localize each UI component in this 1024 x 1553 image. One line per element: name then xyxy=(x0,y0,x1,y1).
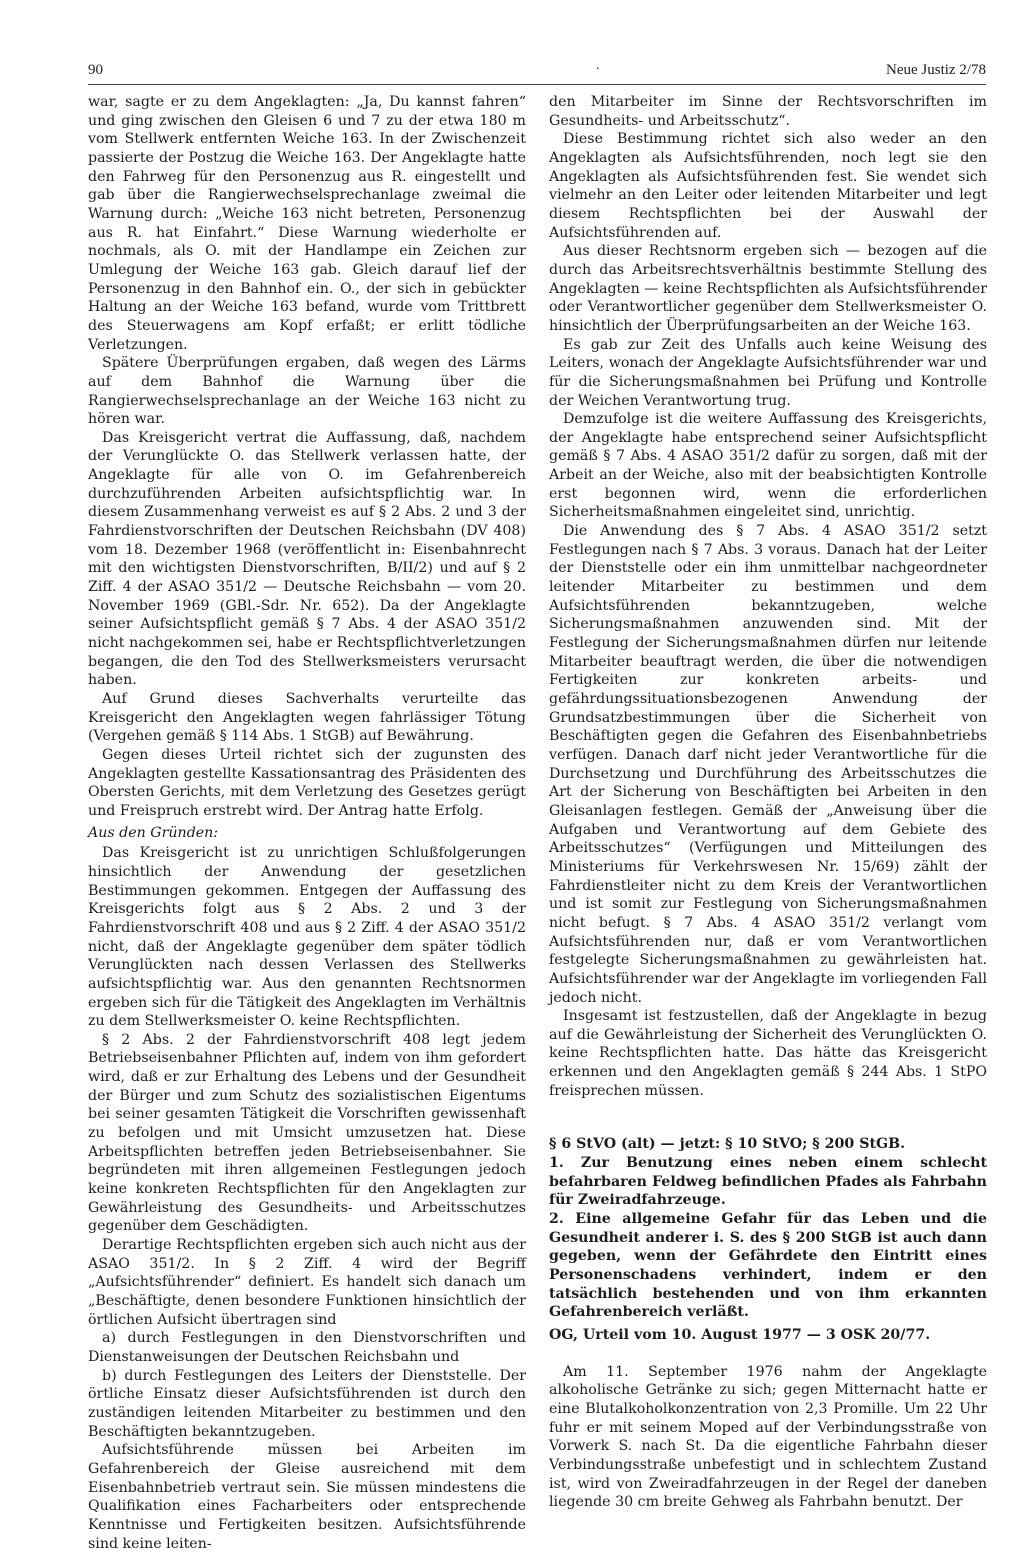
running-header xyxy=(88,58,986,85)
paragraph: Diese Bestimmung richtet sich also weder an den Angeklagten als Aufsichtsführenden, noch legt sie den Angeklagten als Aufsichtsführenden fest. Sie wendet sich vielmehr an den Leiter oder leitenden Mitarbeiter und legt diesem Rechtspflichten bei der Auswahl der Aufsichtsführenden auf. xyxy=(549,131,987,241)
paragraph: Spätere Überprüfungen ergaben, daß wegen des Lärms auf dem Bahnhof die Warnung über die Rangierwechselsprechanlage an der Weiche 163 nicht zu hören war. xyxy=(88,355,526,428)
center-mark: . xyxy=(596,58,600,73)
paragraph: Gegen dieses Urteil richtet sich der zugunsten des Angeklagten gestellte Kassationsantrag des Präsidenten des Obersten Gerichts, mit dem Verletzung des Gesetzes gerügt und Freispruch erstrebt wird. Der Antrag hatte Erfolg. xyxy=(88,746,526,819)
list-item: b) durch Festlegungen des Leiters der Dienststelle. Der örtliche Einsatz dieser Aufsichtsführenden ist durch den zuständigen leitenden Mitarbeiter zu bestimmen und den Beschäftigten bekanntzugeben. xyxy=(88,1367,526,1440)
headnote: 2. Eine allgemeine Gefahr für das Leben und die Gesundheit anderer i. S. des § 200 StGB ist auch dann gegeben, wenn der Gefährdete den Eintritt eines Personenschadens verhindert, indem er den tatsächlich bestehenden und von ihm erkannten Gefahrenbereich verläßt. xyxy=(549,1211,987,1321)
paragraph: Derartige Rechtspflichten ergeben sich auch nicht aus der ASAO 351/2. In § 2 Ziff. 4 wird der Begriff „Aufsichtsführender“ definiert. Es handelt sich danach um „Beschäftigte, denen besondere Funktionen hinsichtlich der örtlichen Aufsicht übertragen sind xyxy=(88,1237,526,1328)
journal-title: Neue Justiz 2/78 xyxy=(886,62,986,78)
paragraph: war, sagte er zu dem Angeklagten: „Ja, Du kannst fahren“ und ging zwischen den Gleisen 6 und 7 zu der etwa 180 m vom Stellwerk entfernten Weiche 163. In der Zwischenzeit passierte der Postzug die Weiche 163. Der Angeklagte hatte den Fahrweg für den Personenzug aus R. eingestellt und gab über die Rangierwechselsprechanlage zweimal die Warnung durch: „Weiche 163 nicht betreten, Personenzug aus R. hat Einfahrt.“ Diese Warnung wiederholte er nochmals, als O. mit der Handlampe ein Zeichen zur Umlegung der Weiche 163 gab. Gleich darauf lief der Personenzug in den Bahnhof ein. O., der sich in gebückter Haltung an der Weiche 163 befand, wurde vom Trittbrett des Steuerwagens am Kopf erfaßt; er erlitt tödliche Verletzungen. xyxy=(88,94,526,353)
headnote: 1. Zur Benutzung eines neben einem schlecht befahrbaren Feldweg befindlichen Pfades als Fahrbahn für Zweiradfahrzeuge. xyxy=(549,1155,987,1209)
paragraph: den Mitarbeiter im Sinne der Rechtsvorschriften im Gesundheits- und Arbeitsschutz“. xyxy=(549,94,987,129)
paragraph: Es gab zur Zeit des Unfalls auch keine Weisung des Leiters, wonach der Angeklagte Aufsichtsführender war und für die Sicherungsmaßnahmen bei Prüfung und Kontrolle der Weichen Verantwortung trug. xyxy=(549,336,987,409)
section-heading: Aus den Gründen: xyxy=(88,824,219,841)
paragraph: Am 11. September 1976 nahm der Angeklagte alkoholische Getränke zu sich; gegen Mitternacht hatte er eine Blutalkoholkonzentration von 2,3 Promille. Um 22 Uhr fuhr er mit seinem Moped auf der Verbindungsstraße von Vorwerk S. nach St. Da die eigentliche Fahrbahn dieser Verbindungsstraße unbefestigt und in schlechtem Zustand ist, wird von Zweiradfahrzeugen in der Regel der daneben liegende 30 cm breite Gehweg als Fahrbahn benutzt. Der xyxy=(549,1363,987,1511)
paragraph: Demzufolge ist die weitere Auffassung des Kreisgerichts, der Angeklagte habe entsprechend seiner Aufsichtspflicht gemäß § 7 Abs. 4 ASAO 351/2 dafür zu sorgen, daß mit der Arbeit an der Weiche, also mit der beabsichtigten Kontrolle erst begonnen wird, wenn die erforderlichen Sicherheitsmaßnahmen eingeleitet sind, unrichtig. xyxy=(549,411,987,521)
paragraph: Aus dieser Rechtsnorm ergeben sich — bezogen auf die durch das Arbeitsrechtsverhältnis bestimmte Stellung des Angeklagten — keine Rechtspflichten als Aufsichtsführender oder Verantwortlicher gegenüber dem Stellwerksmeister O. hinsichtlich der Überprüfungsarbeiten an der Weiche 163. xyxy=(549,243,988,334)
paragraph: Das Kreisgericht vertrat die Auffassung, daß, nachdem der Verunglückte O. das Stellwerk verlassen hatte, der Angeklagte für alle von O. im Gefahrenbereich durchzuführenden Arbeiten aufsichtspflichtig war. In diesem Zusammenhang verweist es auf § 2 Abs. 2 und 3 der Fahrdienstvorschriften der Deutschen Reichsbahn (DV 408) vom 18. Dezember 1968 (veröffentlicht in: Eisenbahnrecht mit den wichtigsten Dienstvorschriften, B/II/2) und auf § 2 Ziff. 4 der ASAO 351/2 — Deutsche Reichsbahn — vom 20. November 1969 (GBl.-Sdr. Nr. 652). Da der Angeklagte seiner Aufsichtspflicht gemäß § 7 Abs. 4 der ASAO 351/2 nicht nachgekommen sei, habe er Rechtspflichtverletzungen begangen, die den Tod des Stellwerksmeisters verursacht haben. xyxy=(88,429,526,689)
paragraph: Das Kreisgericht ist zu unrichtigen Schlußfolgerungen hinsichtlich der Anwendung der gesetzlichen Bestimmungen gekommen. Entgegen der Auffassung des Kreisgerichts folgt aus § 2 Abs. 2 und 3 der Fahrdienstvorschrift 408 und aus § 2 Ziff. 4 der ASAO 351/2 nicht, daß der Angeklagte gegenüber dem später tödlich Verunglückten nach dessen Verlassen des Stellwerks aufsichtspflichtig war. Aus den genannten Rechtsnormen ergeben sich für die Tätigkeit des Angeklagten im Verhältnis zu dem Stellwerksmeister O. keine Rechtspflichten. xyxy=(88,845,526,1030)
paragraph: Insgesamt ist festzustellen, daß der Angeklagte in bezug auf die Gewährleistung der Sicherheit des Verunglückten O. keine Rechtspflichten hatte. Das hätte das Kreisgericht erkennen und den Angeklagten gemäß § 244 Abs. 1 StPO freisprechen müssen. xyxy=(549,1008,987,1099)
legal-reference: § 6 StVO (alt) — jetzt: § 10 StVO; § 200 StGB. xyxy=(549,1136,906,1153)
paragraph: Die Anwendung des § 7 Abs. 4 ASAO 351/2 setzt Festlegungen nach § 7 Abs. 3 voraus. Danach hat der Leiter der Dienststelle oder ein ihm unmittelbar nachgeordneter leitender Mitarbeiter zu bestimmen und dem Aufsichtsführenden bekanntzugeben, welche Sicherungsmaßnahmen anzuwenden sind. Mit der Festlegung der Sicherungsmaßnahmen dürfen nur leitende Mitarbeiter beauftragt werden, die über die notwendigen Fertigkeiten zur konkreten arbeits- und gefährdungssituationsbezogenen Anwendung der Grundsatzbestimmungen über die Sicherheit von Beschäftigten gegen die Gefahren des Eisenbahnbetriebs verfügen. Danach darf nicht jeder Verantwortliche für die Durchsetzung und Durchführung des Arbeitsschutzes die Art der Sicherung von Beschäftigten bei Arbeiten in den Gleisanlagen festlegen. Gemäß der „Anweisung über die Aufgaben und Verantwortung auf dem Gebiete des Arbeitsschutzes“ (Verfügungen und Mitteilungen des Ministeriums für Verkehrswesen Nr. 15/69) zählt der Fahrdienstleiter nicht zu dem Kreis der Verantwortlichen und ist somit zur Festlegung von Sicherungsmaßnahmen nicht befugt. § 7 Abs. 4 ASAO 351/2 verlangt vom Aufsichtsführenden nur, daß er vom Verantwortlichen festgelegte Sicherungsmaßnahmen zu gewährleisten hat. Aufsichtsführender war der Angeklagte im vorliegenden Fall jedoch nicht. xyxy=(549,523,987,1006)
list-item: a) durch Festlegungen in den Dienstvorschriften und Dienstanweisungen der Deutschen Reichsbahn und xyxy=(88,1330,526,1365)
court-citation: OG, Urteil vom 10. August 1977 — 3 OSK 20/77. xyxy=(549,1327,931,1343)
spacer xyxy=(549,1100,987,1119)
paragraph: Aufsichtsführende müssen bei Arbeiten im Gefahrenbereich der Gleise ausreichend mit dem Eisenbahnbetrieb vertraut sein. Sie müssen mindestens die Qualifikation eines Facharbeiters oder entsprechende Kenntnisse und Fertigkeiten besitzen. Aufsichtsführende sind keine leiten- xyxy=(88,1442,526,1552)
paragraph: Auf Grund dieses Sachverhalts verurteilte das Kreisgericht den Angeklagten wegen fahrlässiger Tötung (Vergehen gemäß § 114 Abs. 1 StGB) auf Bewährung. xyxy=(88,691,526,745)
page-number: 90 xyxy=(88,62,103,78)
right-column xyxy=(549,93,988,1511)
paragraph: § 2 Abs. 2 der Fahrdienstvorschrift 408 legt jedem Betriebseisenbahner Pflichten auf, indem von ihm gefordert wird, daß er zur Erhaltung des Lebens und der Gesundheit der Bürger und zum Schutz des sozialistischen Eigentums bei seiner gesamten Tätigkeit die Vorschriften gewissenhaft zu befolgen und mit Umsicht umzusetzen hat. Diese Arbeitspflichten betreffen jeden Betriebseisenbahner. Sie begründeten mit ihren allgemeinen Festlegungen jedoch keine konkreten Rechtspflichten für den Angeklagten zur Gewährleistung des Gesundheits- und Arbeitsschutzes gegenüber dem Geschädigten. xyxy=(88,1031,526,1235)
left-column xyxy=(88,93,526,1552)
